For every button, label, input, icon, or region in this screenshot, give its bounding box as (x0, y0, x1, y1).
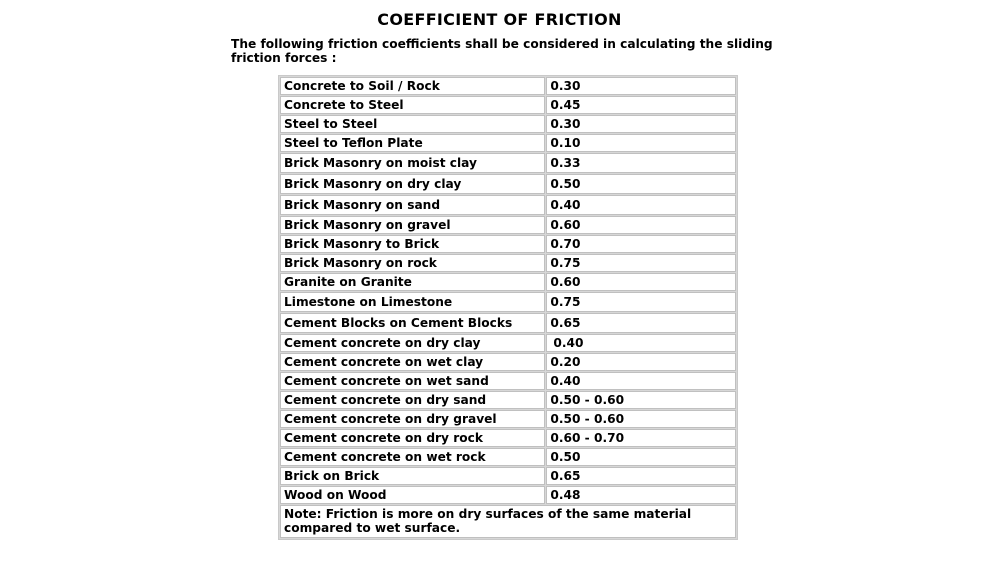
material-cell: Wood on Wood (280, 486, 545, 504)
coefficient-cell: 0.40 (546, 195, 736, 215)
material-cell: Brick Masonry to Brick (280, 235, 545, 253)
material-cell: Brick Masonry on sand (280, 195, 545, 215)
table-row (280, 77, 736, 95)
table-row (280, 216, 736, 234)
friction-table (278, 75, 738, 540)
intro-text: The following friction coefficients shall be considered in calculating the sliding friction forces : (231, 37, 773, 65)
table-row (280, 429, 736, 447)
table-row (280, 292, 736, 312)
table-row (280, 153, 736, 173)
material-cell: Cement concrete on wet clay (280, 353, 545, 371)
material-cell: Steel to Steel (280, 115, 545, 133)
table-row (280, 372, 736, 390)
coefficient-cell: 0.48 (546, 486, 736, 504)
material-cell: Granite on Granite (280, 273, 545, 291)
coefficient-cell: 0.65 (546, 467, 736, 485)
coefficient-cell: 0.75 (546, 292, 736, 312)
page-title: COEFFICIENT OF FRICTION (377, 10, 622, 29)
material-cell: Cement concrete on dry sand (280, 391, 545, 409)
coefficient-cell: 0.30 (546, 115, 736, 133)
table-row (280, 313, 736, 333)
material-cell: Limestone on Limestone (280, 292, 545, 312)
material-cell: Brick Masonry on gravel (280, 216, 545, 234)
table-row (280, 467, 736, 485)
material-cell: Steel to Teflon Plate (280, 134, 545, 152)
table-row (280, 96, 736, 114)
table-row (280, 410, 736, 428)
coefficient-cell: 0.70 (546, 235, 736, 253)
table-row (280, 273, 736, 291)
coefficient-cell: 0.65 (546, 313, 736, 333)
coefficient-cell: 0.50 (546, 448, 736, 466)
coefficient-cell: 0.30 (546, 77, 736, 95)
coefficient-cell: 0.33 (546, 153, 736, 173)
material-cell: Cement concrete on dry clay (280, 334, 545, 352)
note-text: Note: Friction is more on dry surfaces of the same material compared to wet surface. (280, 505, 736, 538)
table-row (280, 254, 736, 272)
material-cell: Cement concrete on dry gravel (280, 410, 545, 428)
coefficient-cell: 0.60 - 0.70 (546, 429, 736, 447)
table-row (280, 448, 736, 466)
table-row (280, 195, 736, 215)
coefficient-cell: 0.45 (546, 96, 736, 114)
table-row (280, 115, 736, 133)
material-cell: Cement Blocks on Cement Blocks (280, 313, 545, 333)
table-row (280, 334, 736, 352)
table-row (280, 353, 736, 371)
coefficient-cell: 0.40 (546, 372, 736, 390)
material-cell: Concrete to Soil / Rock (280, 77, 545, 95)
table-row (280, 235, 736, 253)
coefficient-cell: 0.50 - 0.60 (546, 391, 736, 409)
coefficient-cell: 0.10 (546, 134, 736, 152)
coefficient-cell: 0.50 - 0.60 (546, 410, 736, 428)
coefficient-cell: 0.60 (546, 216, 736, 234)
coefficient-cell: 0.75 (546, 254, 736, 272)
note-row (280, 505, 736, 538)
coefficient-cell: 0.60 (546, 273, 736, 291)
material-cell: Cement concrete on wet sand (280, 372, 545, 390)
coefficient-cell: 0.40 (546, 334, 736, 352)
material-cell: Brick on Brick (280, 467, 545, 485)
coefficient-cell: 0.20 (546, 353, 736, 371)
table-row (280, 486, 736, 504)
material-cell: Brick Masonry on dry clay (280, 174, 545, 194)
material-cell: Brick Masonry on moist clay (280, 153, 545, 173)
material-cell: Cement concrete on dry rock (280, 429, 545, 447)
table-row (280, 391, 736, 409)
material-cell: Concrete to Steel (280, 96, 545, 114)
coefficient-cell: 0.50 (546, 174, 736, 194)
table-row (280, 174, 736, 194)
material-cell: Brick Masonry on rock (280, 254, 545, 272)
table-row (280, 134, 736, 152)
material-cell: Cement concrete on wet rock (280, 448, 545, 466)
